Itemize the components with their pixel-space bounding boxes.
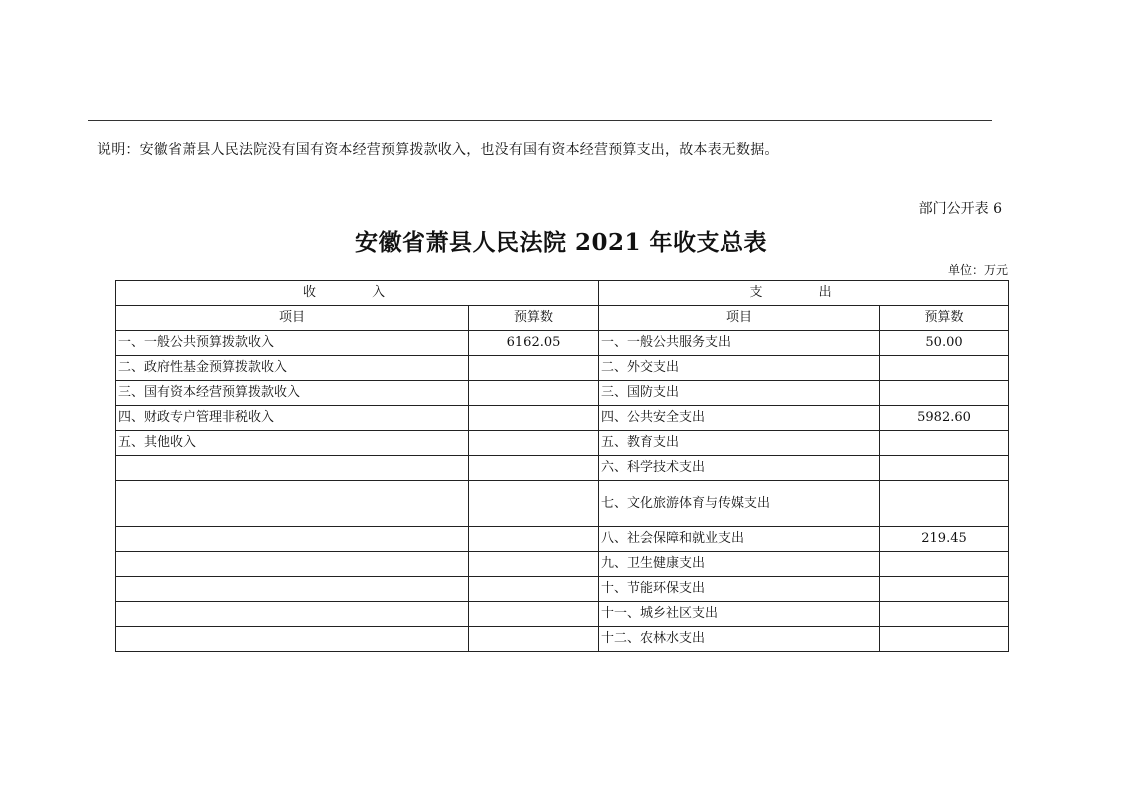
income-item-cell xyxy=(116,552,469,577)
income-value-cell: 6162.05 xyxy=(469,331,599,356)
table-row xyxy=(116,331,1009,356)
expense-item-cell: 十二、农林水支出 xyxy=(599,627,880,652)
expense-item-cell: 四、公共安全支出 xyxy=(599,406,880,431)
expense-item-cell: 七、文化旅游体育与传媒支出 xyxy=(599,481,880,527)
expense-value-cell xyxy=(880,602,1009,627)
expense-item-cell: 二、外交支出 xyxy=(599,356,880,381)
income-value-cell xyxy=(469,481,599,527)
expense-value-cell: 219.45 xyxy=(880,527,1009,552)
income-item-cell: 三、国有资本经营预算拨款收入 xyxy=(116,381,469,406)
expense-item-cell: 五、教育支出 xyxy=(599,431,880,456)
income-item-cell xyxy=(116,456,469,481)
expense-item-cell: 十一、城乡社区支出 xyxy=(599,602,880,627)
form-code-label: 部门公开表 6 xyxy=(918,201,1002,217)
expense-budget-header: 预算数 xyxy=(880,306,1009,331)
table-row xyxy=(116,527,1009,552)
income-item-cell: 二、政府性基金预算拨款收入 xyxy=(116,356,469,381)
explanation-note: 说明：安徽省萧县人民法院没有国有资本经营预算拨款收入，也没有国有资本经营预算支出，故本表无数据。 xyxy=(97,142,779,158)
table-row xyxy=(116,356,1009,381)
income-item-cell xyxy=(116,481,469,527)
income-value-cell xyxy=(469,356,599,381)
expense-value-cell: 50.00 xyxy=(880,331,1009,356)
income-item-cell xyxy=(116,577,469,602)
income-value-cell xyxy=(469,381,599,406)
table-row xyxy=(116,406,1009,431)
expense-item-cell: 十、节能环保支出 xyxy=(599,577,880,602)
expense-item-cell: 一、一般公共服务支出 xyxy=(599,331,880,356)
budget-summary-table xyxy=(115,280,1009,652)
table-row xyxy=(116,456,1009,481)
income-group-header: 收 入 xyxy=(116,281,599,306)
expense-item-cell: 九、卫生健康支出 xyxy=(599,552,880,577)
table-row xyxy=(116,602,1009,627)
unit-label: 单位：万元 xyxy=(947,263,1008,277)
income-value-cell xyxy=(469,406,599,431)
table-row xyxy=(116,431,1009,456)
expense-item-cell: 八、社会保障和就业支出 xyxy=(599,527,880,552)
expense-value-cell xyxy=(880,481,1009,527)
expense-value-cell xyxy=(880,431,1009,456)
expense-value-cell xyxy=(880,627,1009,652)
document-title: 安徽省萧县人民法院 2021 年收支总表 xyxy=(354,229,768,256)
income-budget-header: 预算数 xyxy=(469,306,599,331)
table-row xyxy=(116,381,1009,406)
income-value-cell xyxy=(469,602,599,627)
expense-value-cell xyxy=(880,456,1009,481)
income-item-cell: 一、一般公共预算拨款收入 xyxy=(116,331,469,356)
table-row xyxy=(116,577,1009,602)
table-group-header-row xyxy=(116,281,1009,306)
income-value-cell xyxy=(469,627,599,652)
income-item-cell: 四、财政专户管理非税收入 xyxy=(116,406,469,431)
expense-item-cell: 三、国防支出 xyxy=(599,381,880,406)
expense-value-cell xyxy=(880,577,1009,602)
income-item-header: 项目 xyxy=(116,306,469,331)
expense-item-header: 项目 xyxy=(599,306,880,331)
expense-value-cell xyxy=(880,381,1009,406)
expense-item-cell: 六、科学技术支出 xyxy=(599,456,880,481)
income-item-cell: 五、其他收入 xyxy=(116,431,469,456)
income-value-cell xyxy=(469,456,599,481)
table-row xyxy=(116,481,1009,527)
expense-value-cell xyxy=(880,552,1009,577)
income-value-cell xyxy=(469,552,599,577)
income-item-cell xyxy=(116,527,469,552)
income-item-cell xyxy=(116,627,469,652)
table-row xyxy=(116,627,1009,652)
income-value-cell xyxy=(469,431,599,456)
income-value-cell xyxy=(469,527,599,552)
expense-value-cell: 5982.60 xyxy=(880,406,1009,431)
table-row xyxy=(116,552,1009,577)
expense-group-header: 支 出 xyxy=(599,281,1009,306)
header-divider xyxy=(88,120,992,121)
expense-value-cell xyxy=(880,356,1009,381)
income-item-cell xyxy=(116,602,469,627)
income-value-cell xyxy=(469,577,599,602)
table-column-header-row xyxy=(116,306,1009,331)
